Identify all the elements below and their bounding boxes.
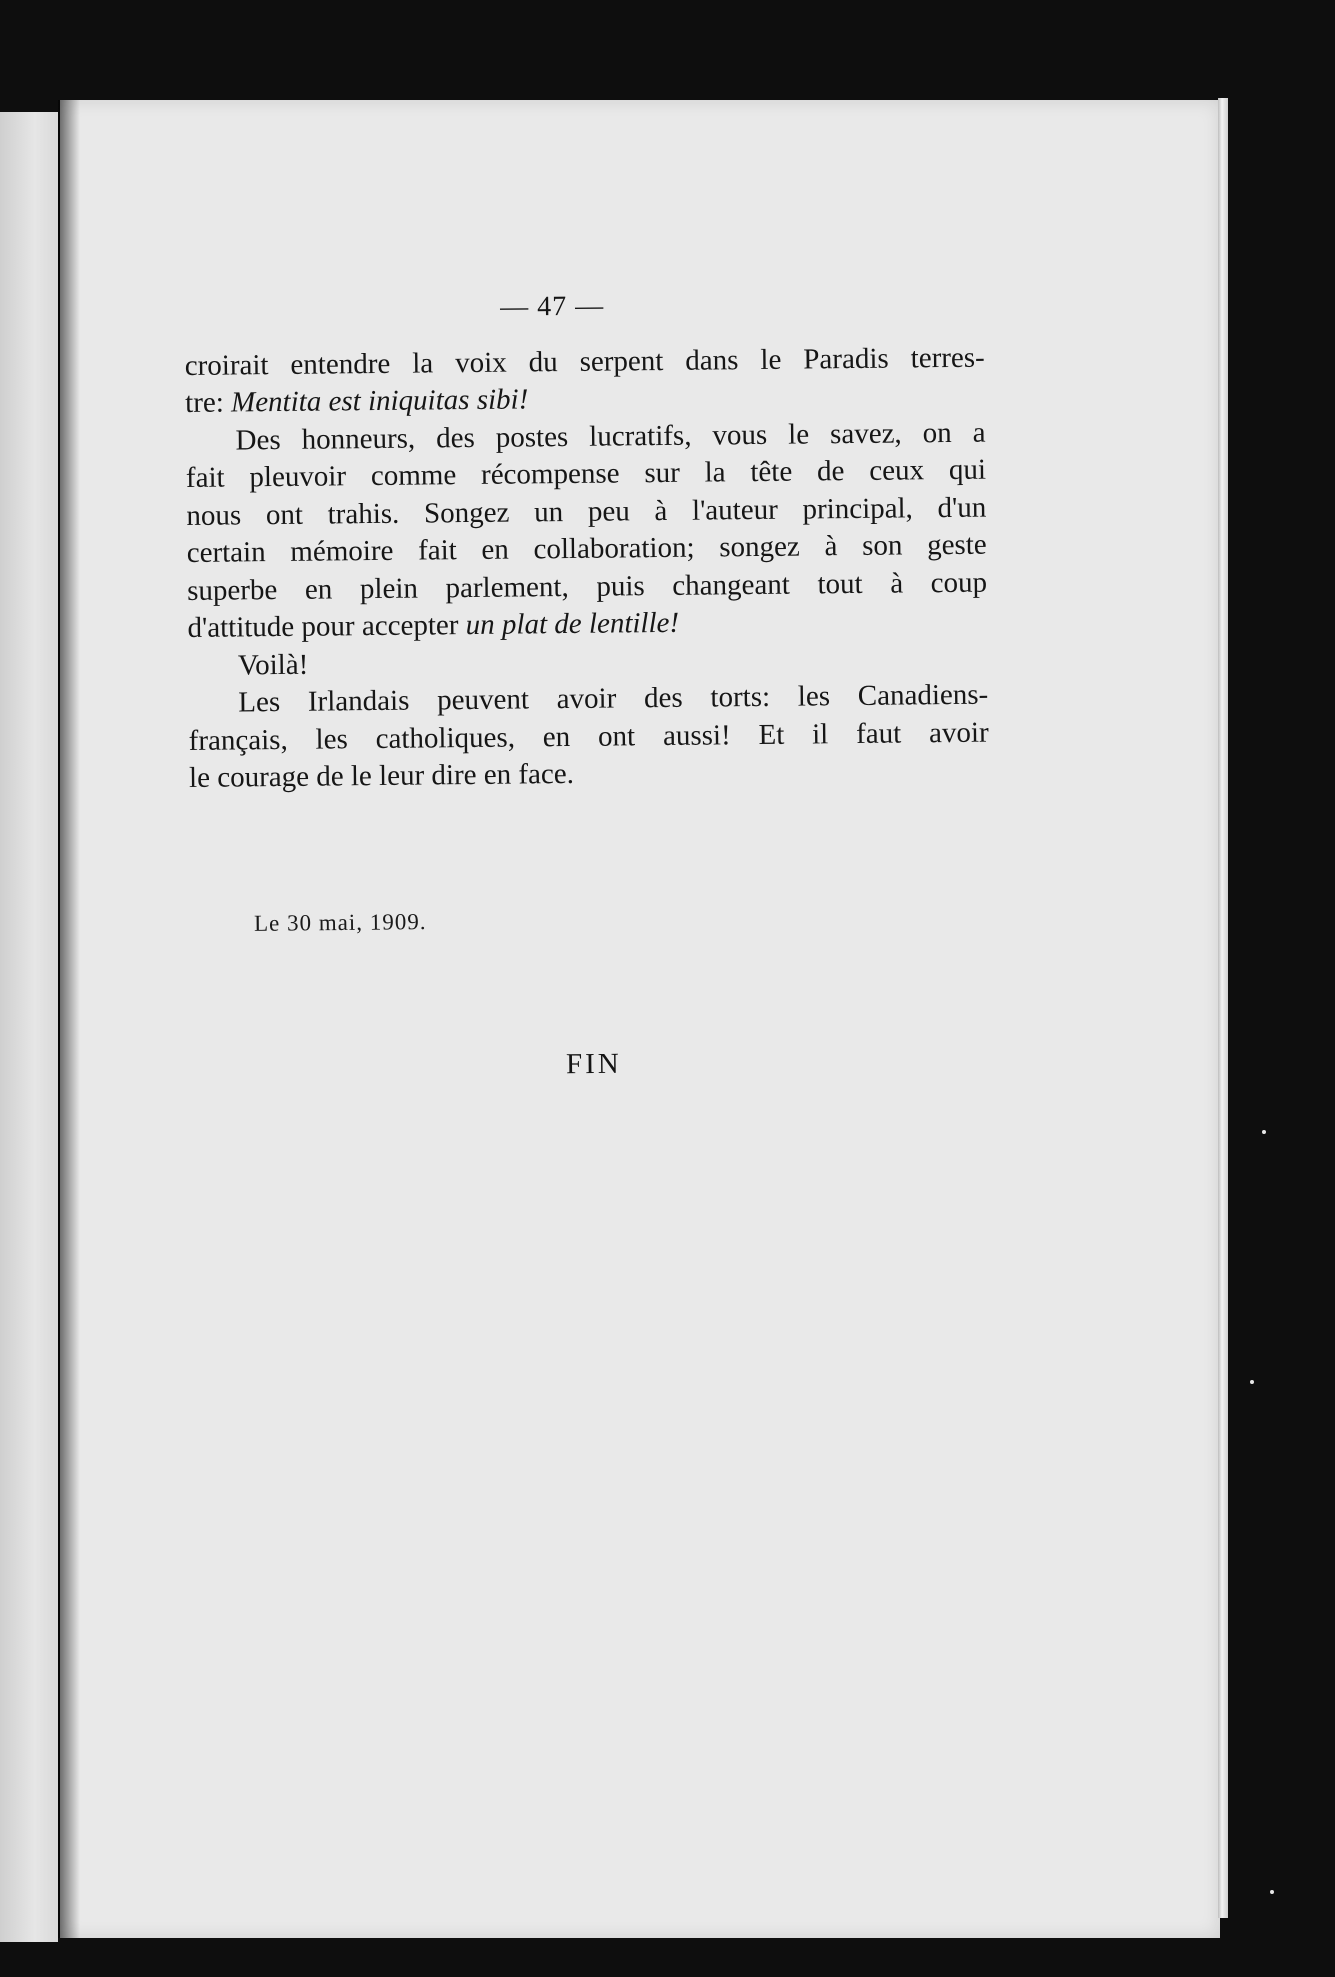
text-line: certain mémoire fait en collaboration; songez à son geste (186, 528, 987, 569)
text-run: tre: (184, 386, 232, 419)
italic-phrase: un plat de lentille! (465, 606, 680, 642)
gutter-shadow (58, 100, 80, 1938)
text-line: fait pleuvoir comme récompense sur la tête de ceux qui (185, 453, 987, 494)
text-run: d'attitude pour accepter (187, 609, 466, 644)
italic-phrase: Mentita est iniquitas sibi! (230, 383, 529, 419)
text-line: français, les catholiques, en ont aussi! Et il faut avoir (188, 716, 989, 757)
page-text-block (184, 284, 989, 798)
scan-speck (1250, 1380, 1254, 1384)
text-line: Les Irlandais peuvent avoir des torts: les Canadiens- (238, 678, 989, 719)
text-line: Des honneurs, des postes lucratifs, vous le savez, on a (235, 416, 986, 456)
scan-speck (1262, 1130, 1266, 1134)
page-fore-edge (1218, 98, 1228, 1918)
dateline: Le 30 mai, 1909. (253, 909, 427, 936)
page-number: — 47 — (500, 290, 605, 323)
scan-speck (1270, 1890, 1274, 1894)
facing-page-edge (0, 112, 58, 1942)
end-mark: FIN (565, 1047, 622, 1081)
text-line: le courage de le leur dire en face. (188, 757, 575, 794)
paragraph-lines (185, 339, 990, 797)
text-line: superbe en plein parlement, puis changeant tout à coup (186, 566, 988, 607)
text-line: nous ont trahis. Songez un peu à l'auteur principal, d'un (186, 491, 987, 532)
text-line: croirait entendre la voix du serpent dans le Paradis terres- (184, 341, 985, 382)
text-line: Voilà! (237, 648, 309, 681)
